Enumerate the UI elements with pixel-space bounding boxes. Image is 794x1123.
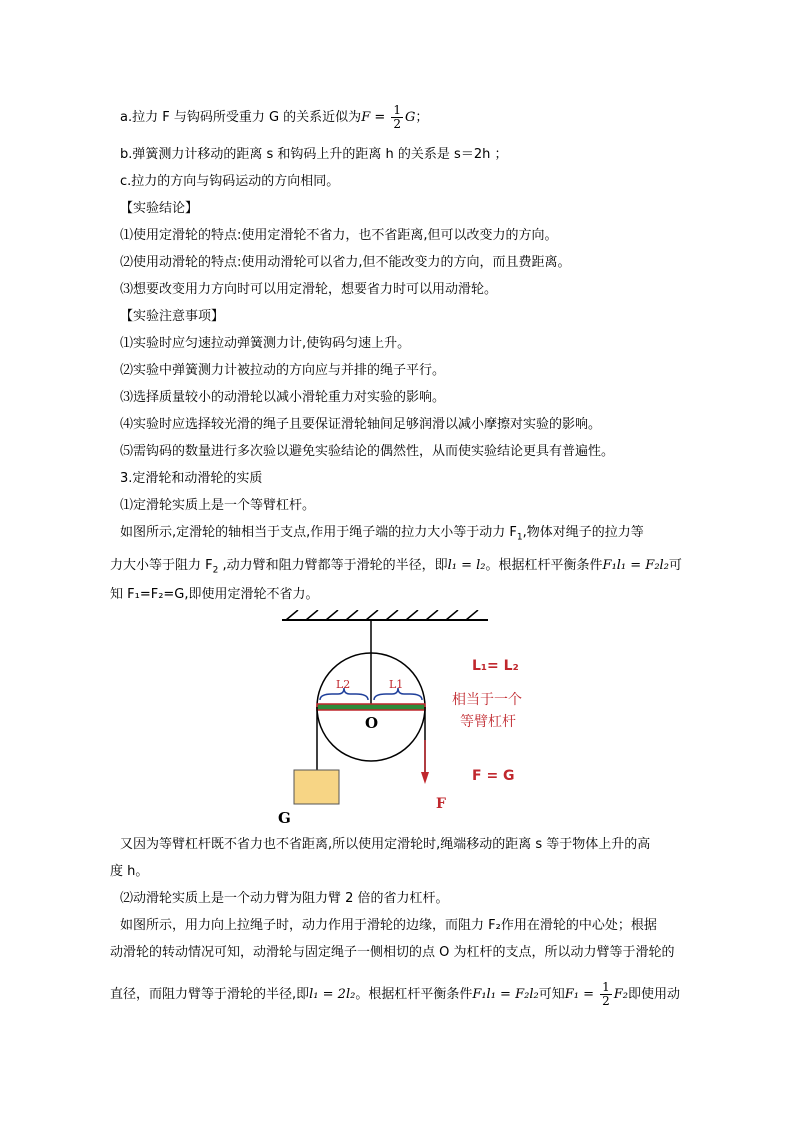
label-equivalent-1: 相当于一个 bbox=[452, 692, 522, 708]
fixed-pulley-diagram bbox=[276, 610, 566, 830]
para-3-text-c-mid2: 可知 bbox=[538, 987, 565, 1002]
para-3-line-3 bbox=[110, 981, 680, 1008]
note-4: ⑷实验时应选择较光滑的绳子且要保证滑轮轴间足够润滑以减小摩擦对实验的影响。 bbox=[120, 417, 602, 432]
note-5: ⑸需钩码的数量进行多次验以避免实验结论的偶然性，从而使实验结论更具有普遍性。 bbox=[120, 444, 615, 459]
label-L1: L1 bbox=[389, 678, 404, 691]
section-3-1: ⑴定滑轮实质上是一个等臂杠杆。 bbox=[120, 498, 316, 513]
conclusion-1: ⑴使用定滑轮的特点:使用定滑轮不省力，也不省距离,但可以改变力的方向。 bbox=[120, 228, 558, 243]
para-1-text-a-end: ,物体对绳子的拉力等 bbox=[522, 525, 644, 540]
fraction-numerator: 1 bbox=[602, 980, 610, 994]
para-1-line-1 bbox=[120, 523, 644, 548]
force-arrow-head bbox=[421, 772, 429, 784]
equation-balance: F₁l₁ = F₂l₂ bbox=[602, 558, 669, 573]
subscript: 2 bbox=[212, 565, 219, 576]
equation-l1-l2: l₁ = l₂ bbox=[447, 558, 486, 573]
label-equivalent-2: 等臂杠杆 bbox=[460, 714, 516, 730]
para-3-line-2: 动滑轮的转动情况可知，动滑轮与固定绳子一侧相切的点 O 为杠杆的支点，所以动力臂等于滑轮的 bbox=[110, 945, 675, 960]
item-a-F: F bbox=[361, 110, 371, 125]
item-a-text: a.拉力 F 与钩码所受重力 G 的关系近似为 bbox=[120, 110, 362, 125]
item-a-eq: = bbox=[370, 110, 390, 125]
conclusion-2: ⑵使用动滑轮的特点:使用动滑轮可以省力,但不能改变力的方向，而且费距离。 bbox=[120, 255, 571, 270]
fraction-half bbox=[391, 104, 403, 131]
fraction-numerator: 1 bbox=[393, 103, 402, 117]
para-3-text-c: 直径，而阻力臂等于滑轮的半径,即 bbox=[110, 987, 310, 1002]
para-1-text-b-mid2: 。根据杠杆平衡条件 bbox=[485, 558, 603, 573]
lever-bar bbox=[317, 704, 425, 710]
conclusion-3: ⑶想要改变用力方向时可以用定滑轮，想要省力时可以用动滑轮。 bbox=[120, 282, 498, 297]
heading-notes: 【实验注意事项】 bbox=[120, 309, 225, 324]
para-1-line-3: 知 F₁=F₂=G,即使用定滑轮不省力。 bbox=[110, 587, 319, 602]
label-O: O bbox=[365, 714, 379, 732]
subscript: 1 bbox=[516, 532, 523, 543]
item-a bbox=[120, 104, 428, 131]
label-L1-eq-L2: L₁= L₂ bbox=[472, 658, 519, 674]
label-L2: L2 bbox=[336, 678, 351, 691]
section-3-2: ⑵动滑轮实质上是一个动力臂为阻力臂 2 倍的省力杠杆。 bbox=[120, 891, 449, 906]
para-1-line-2 bbox=[110, 556, 682, 581]
item-c: c.拉力的方向与钩码运动的方向相同。 bbox=[120, 174, 340, 189]
para-1-text-b: 力大小等于阻力 F bbox=[110, 558, 213, 573]
fraction-half-2 bbox=[600, 981, 612, 1008]
fraction-denominator: 2 bbox=[602, 994, 610, 1008]
weight-block bbox=[294, 770, 339, 804]
heading-conclusion: 【实验结论】 bbox=[120, 201, 199, 216]
item-b: b.弹簧测力计移动的距离 s 和钩码上升的距离 h 的关系是 s＝2h ； bbox=[120, 147, 508, 162]
label-G: G bbox=[278, 809, 291, 827]
para-1-text-a: 如图所示,定滑轮的轴相当于支点,作用于绳子端的拉力大小等于动力 F bbox=[120, 525, 517, 540]
para-3-line-1: 如图所示，用力向上拉绳子时，动力作用于滑轮的边缘，而阻力 F₂作用在滑轮的中心处；根据 bbox=[120, 918, 657, 933]
ceiling-hatch bbox=[286, 610, 478, 620]
note-3: ⑶选择质量较小的动滑轮以减小滑轮重力对实验的影响。 bbox=[120, 390, 446, 405]
section-3-heading: 3.定滑轮和动滑轮的实质 bbox=[120, 471, 263, 486]
item-a-G: G bbox=[405, 110, 416, 125]
para-1-text-b-end: 可 bbox=[668, 558, 682, 573]
para-3-text-c-mid: 。根据杠杆平衡条件 bbox=[355, 987, 473, 1002]
item-a-suffix: ； bbox=[415, 110, 429, 125]
para-1-text-b-mid: ,动力臂和阻力臂都等于滑轮的半径，即 bbox=[218, 558, 448, 573]
fraction-denominator: 2 bbox=[393, 117, 402, 131]
equation-F2: F₂ bbox=[613, 987, 628, 1002]
equation-balance-2: F₁l₁ = F₂l₂ bbox=[472, 987, 539, 1002]
para-2-line-2: 度 h。 bbox=[110, 864, 149, 879]
para-2-line-1: 又因为等臂杠杆既不省力也不省距离,所以使用定滑轮时,绳端移动的距离 s 等于物体上升的高 bbox=[120, 837, 651, 852]
equation-l1-2l2: l₁ = 2l₂ bbox=[309, 987, 356, 1002]
label-F: F bbox=[436, 796, 446, 812]
equation-F1: F₁ = bbox=[564, 987, 599, 1002]
note-2: ⑵实验中弹簧测力计被拉动的方向应与并排的绳子平行。 bbox=[120, 363, 446, 378]
note-1: ⑴实验时应匀速拉动弹簧测力计,使钩码匀速上升。 bbox=[120, 336, 411, 351]
para-3-text-c-end: 即使用动 bbox=[627, 987, 680, 1002]
label-F-eq-G: F = G bbox=[472, 768, 515, 784]
